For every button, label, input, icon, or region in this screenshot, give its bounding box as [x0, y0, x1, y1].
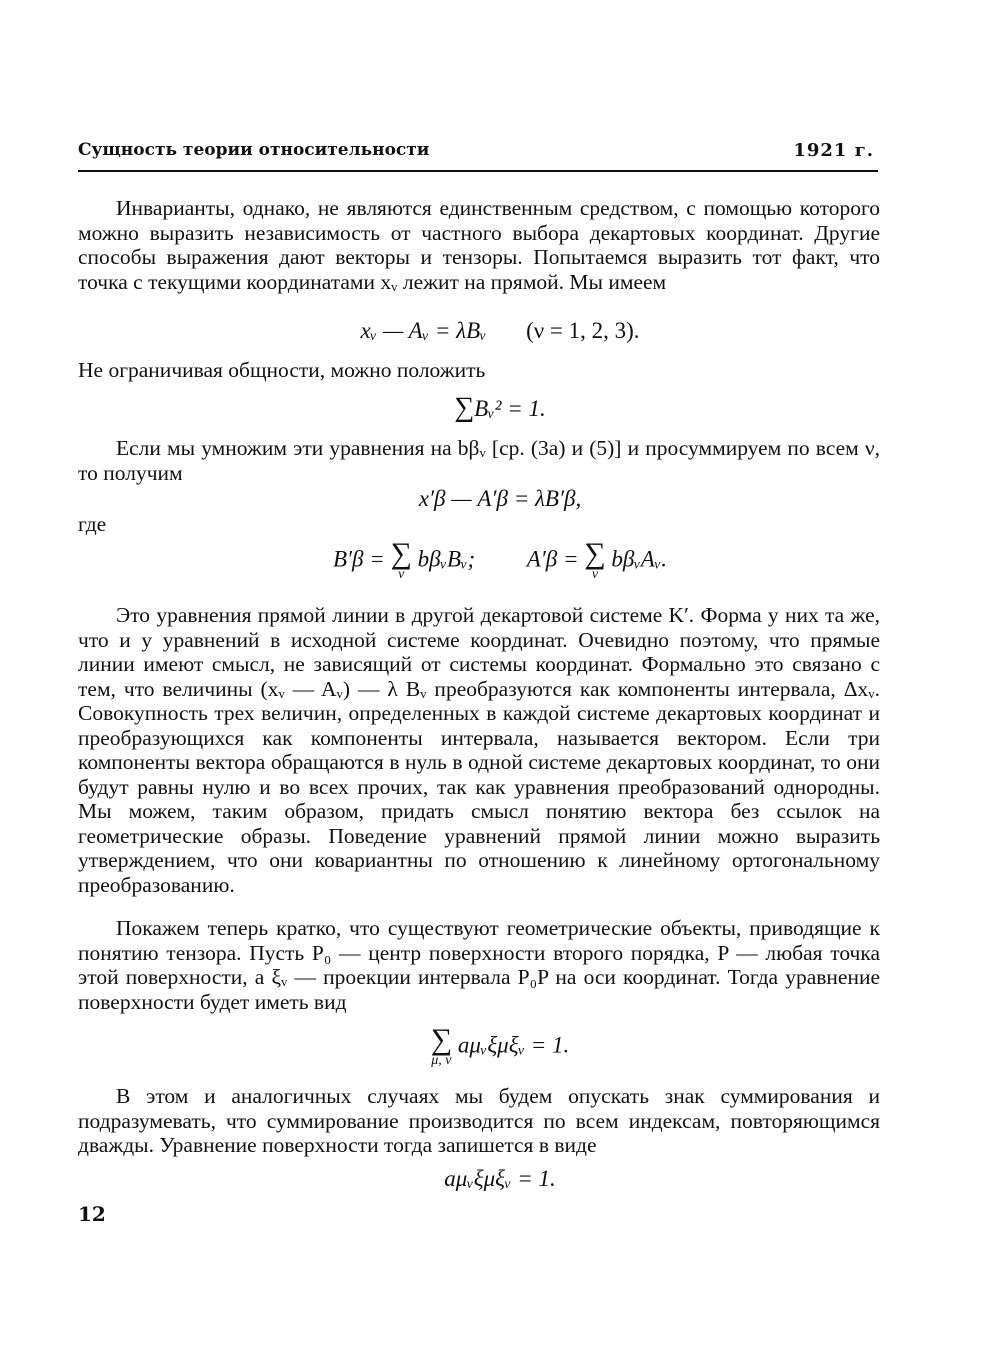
running-header [78, 140, 874, 160]
paragraph-2: Не ограничивая общности, можно положить [78, 358, 486, 382]
sum-index: μ, ν [431, 1053, 452, 1068]
sum-sign-icon: ∑ [430, 1023, 453, 1056]
equation-1-condition: (ν = 1, 2, 3). [526, 318, 640, 343]
sum-with-index [390, 537, 412, 582]
paragraph-4: где [78, 512, 107, 536]
equation-4-right-rhs: bβᵥAᵥ. [611, 546, 668, 572]
sum-index: ν [591, 567, 599, 582]
equation-1-body: xᵥ — Aᵥ = λBᵥ [360, 318, 487, 343]
running-title: Сущность теории относительности [78, 140, 430, 160]
sum-sign-icon: ∑ [584, 537, 606, 570]
page-number: 12 [78, 1202, 106, 1226]
equation-3-body: x′β — A′β = λB′β, [418, 486, 582, 511]
sum-index: ν [398, 567, 405, 582]
running-year: 1921 г. [793, 140, 874, 161]
sum-sign-icon: ∑ [454, 392, 475, 423]
equation-4-right: A′β = [526, 546, 585, 572]
header-rule [78, 170, 878, 172]
paragraph-1: Инварианты, однако, не являются единственным средством, с помощью которого можно выразить независимость от частного выбора декартовых координат. Другие способы выражения дают векторы и тензоры. Попытаемся выразить тот факт, что точка с текущими координатами xᵥ лежит на прямой. Мы имеем [78, 196, 880, 294]
sum-with-index [430, 1023, 453, 1068]
equation-5-body: aμᵥξμξᵥ = 1. [457, 1032, 570, 1058]
equation-2-body: Bᵥ² = 1. [474, 396, 546, 421]
equation-5 [0, 1023, 1000, 1068]
equation-2 [0, 392, 1000, 424]
equation-4-left: B′β = [332, 546, 391, 572]
paragraph-5: Это уравнения прямой линии в другой декартовой системе K′. Форма у них та же, что и у уравнений в исходной системе координат. Очевидно поэтому, что прямые линии имеют смысл, не зависящий от системы координат. Формально это связано с тем, что величины (xᵥ — Aᵥ) — λ Bᵥ преобразуются как компоненты интервала, Δxᵥ. Совокупность трех величин, определенных в каждой системе декартовых координат и преобразующихся как компоненты интервала, называется вектором. Если три компоненты вектора обращаются в нуль в одной системе декартовых координат, то они будут равны нулю и во всех прочих, так как уравнения преобразований однородны. Мы можем, таким образом, придать смысл понятию вектора без ссылок на геометрические образы. Поведение уравнений прямой линии можно выразить утверждением, что они ковариантны по отношению к линейному ортогональному преобразованию. [78, 603, 880, 897]
equation-4 [0, 537, 1000, 582]
equation-1 [0, 318, 1000, 344]
paragraph-3: Если мы умножим эти уравнения на bβᵥ [ср. (3а) и (5)] и просуммируем по всем ν, то получим [78, 436, 880, 485]
equation-3 [0, 486, 1000, 512]
equation-4-left-rhs: bβᵥBᵥ; [417, 546, 476, 572]
equation-6 [0, 1166, 1000, 1192]
paragraph-7: В этом и аналогичных случаях мы будем опускать знак суммирования и подразумевать, что суммирование производится по всем индексам, повторяющимся дважды. Уравнение поверхности тогда запишется в виде [78, 1084, 880, 1157]
equation-6-body: aμᵥξμξᵥ = 1. [444, 1166, 556, 1191]
sum-sign-icon: ∑ [390, 537, 412, 570]
sum-with-index [584, 537, 606, 582]
paragraph-6: Покажем теперь кратко, что существуют геометрические объекты, приводящие к понятию тензора. Пусть P₀ — центр поверхности второго порядка, P — любая точка этой поверхности, а ξᵥ — проекции интервала P₀P на оси координат. Тогда уравнение поверхности будет иметь вид [78, 916, 880, 1014]
